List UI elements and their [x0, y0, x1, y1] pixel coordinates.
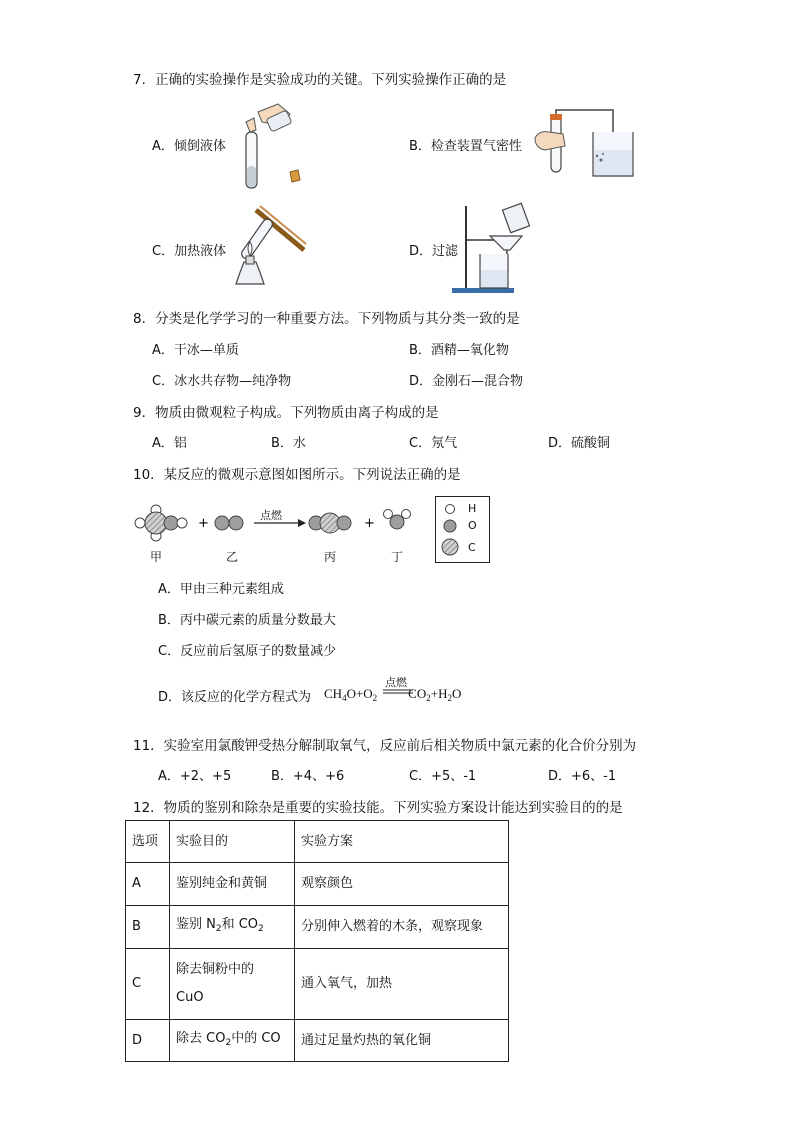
- q9-option-d[interactable]: D．硫酸铜: [548, 436, 611, 451]
- row-b-purpose-sub2: 2: [258, 924, 264, 934]
- equation-condition: 点燃: [385, 676, 407, 689]
- row-c-option: C: [126, 949, 170, 1020]
- eq-co: CO: [408, 686, 427, 701]
- q10-option-c[interactable]: C．反应前后氢原子的数量减少: [158, 644, 337, 659]
- row-d-purpose-b: 中的 CO: [231, 1030, 281, 1046]
- filtration-illustration: [448, 202, 538, 294]
- row-d-purpose: [170, 1020, 295, 1062]
- legend-symbols: [440, 500, 464, 560]
- eq-h: +H: [430, 686, 448, 701]
- row-b-purpose-sub1: 2: [215, 924, 222, 934]
- row-c-purpose: [170, 949, 295, 1020]
- row-b-purpose-b: 和 CO: [221, 917, 259, 932]
- row-c-purpose-line1: 除去铜粉中的: [176, 962, 255, 977]
- heat-liquid-illustration: [230, 202, 308, 292]
- q9-option-a[interactable]: A．铝: [152, 436, 187, 451]
- molecule-jia: [135, 505, 187, 541]
- row-b-plan: 分别伸入燃着的木条，观察现象: [295, 906, 509, 949]
- q10-stem: 10．某反应的微观示意图如图所示。下列说法正确的是: [133, 467, 461, 483]
- table-row[interactable]: [126, 949, 509, 1020]
- legend-c: C: [468, 541, 476, 554]
- airtightness-illustration: [535, 110, 635, 180]
- q7-option-b[interactable]: [409, 135, 522, 154]
- eq-o-o: O+O: [346, 686, 373, 701]
- header-plan: 实验方案: [295, 821, 509, 863]
- row-d-plan: 通过足量灼热的氧化铜: [295, 1020, 509, 1062]
- q8-option-c[interactable]: C．冰水共存物—纯净物: [152, 374, 292, 389]
- header-option: 选项: [126, 821, 170, 863]
- q8-option-d[interactable]: D．金刚石—混合物: [409, 374, 524, 389]
- q7-option-c-key: C．: [152, 244, 175, 259]
- row-a-purpose: 鉴别纯金和黄铜: [170, 863, 295, 906]
- q11-option-d[interactable]: D．+6、-1: [548, 769, 617, 784]
- legend-o: O: [468, 519, 477, 532]
- row-b-purpose: [170, 906, 295, 949]
- q9-stem: 9．物质由微观粒子构成。下列物质由离子构成的是: [133, 405, 439, 421]
- q7-option-d-key: D．: [409, 244, 433, 259]
- q11-stem: 11．实验室用氯酸钾受热分解制取氧气，反应前后相关物质中氯元素的化合价分别为: [133, 738, 637, 754]
- q12-stem: 12．物质的鉴别和除杂是重要的实验技能。下列实验方案设计能达到实验目的的是: [133, 800, 623, 816]
- label-bing: 丙: [324, 550, 337, 564]
- table-header-row: [126, 821, 509, 863]
- table-row[interactable]: [126, 1020, 509, 1062]
- header-purpose: 实验目的: [170, 821, 295, 863]
- q7-option-c[interactable]: [152, 240, 226, 259]
- table-row[interactable]: [126, 863, 509, 906]
- row-c-plan: 通入氧气，加热: [295, 949, 509, 1020]
- equation-double-line: [383, 689, 415, 695]
- q8-stem: 8．分类是化学学习的一种重要方法。下列物质与其分类一致的是: [133, 311, 520, 327]
- label-ding: 丁: [391, 550, 404, 564]
- q9-option-b[interactable]: B．水: [271, 436, 306, 451]
- row-c-purpose-line2: CuO: [176, 990, 204, 1005]
- eq-ch: CH: [324, 686, 343, 701]
- q10-option-b[interactable]: B．丙中碳元素的质量分数最大: [158, 613, 336, 628]
- q7-option-b-text: 检查装置气密性: [430, 139, 522, 154]
- q11-option-c[interactable]: C．+5、-1: [409, 769, 477, 784]
- eq-ch-sub: 4: [342, 693, 347, 703]
- q11-option-b[interactable]: B．+4、+6: [271, 769, 345, 784]
- q10-option-d-text: D．该反应的化学方程式为: [158, 690, 312, 705]
- row-a-option: A: [126, 863, 170, 906]
- q10-option-a[interactable]: A．甲由三种元素组成: [158, 582, 284, 597]
- q7-stem: 7．正确的实验操作是实验成功的关键。下列实验操作正确的是: [133, 72, 507, 88]
- table-row[interactable]: [126, 906, 509, 949]
- experiment-table: [125, 820, 509, 1062]
- eq-o: O: [451, 686, 462, 701]
- plus-sign-2: +: [364, 516, 375, 531]
- legend-h: H: [468, 502, 477, 515]
- row-d-purpose-a: 除去 CO: [176, 1030, 226, 1046]
- molecule-ding: [384, 510, 411, 530]
- row-d-option: D: [126, 1020, 170, 1062]
- q9-option-c[interactable]: C．氖气: [409, 436, 458, 451]
- q11-option-a[interactable]: A．+2、+5: [158, 769, 232, 784]
- q7-option-d-text: 过滤: [432, 244, 459, 259]
- row-b-purpose-a: 鉴别 N: [176, 917, 216, 932]
- reaction-condition: 点燃: [260, 509, 282, 522]
- label-yi: 乙: [226, 550, 239, 564]
- row-b-option: B: [126, 906, 170, 949]
- eq-co2-sub: 2: [426, 693, 431, 703]
- q7-option-a-text: 倾倒液体: [173, 139, 226, 154]
- label-jia: 甲: [150, 550, 163, 564]
- row-d-purpose-sub: 2: [225, 1037, 232, 1048]
- plus-sign-1: +: [198, 516, 209, 531]
- pour-liquid-illustration: [238, 100, 308, 195]
- q10-option-d[interactable]: [158, 686, 311, 705]
- eq-o2-sub: 2: [372, 693, 378, 703]
- molecule-yi: [215, 516, 243, 530]
- q8-option-b[interactable]: B．酒精—氧化物: [409, 343, 509, 358]
- q7-option-c-text: 加热液体: [174, 244, 227, 259]
- q7-option-a[interactable]: [152, 135, 226, 154]
- q7-option-a-key: A．: [152, 139, 174, 154]
- row-a-plan: 观察颜色: [295, 863, 509, 906]
- molecule-bing: [309, 513, 351, 533]
- eq-h2-sub: 2: [447, 693, 452, 703]
- q8-option-a[interactable]: A．干冰—单质: [152, 343, 239, 358]
- q7-option-b-key: B．: [409, 139, 431, 154]
